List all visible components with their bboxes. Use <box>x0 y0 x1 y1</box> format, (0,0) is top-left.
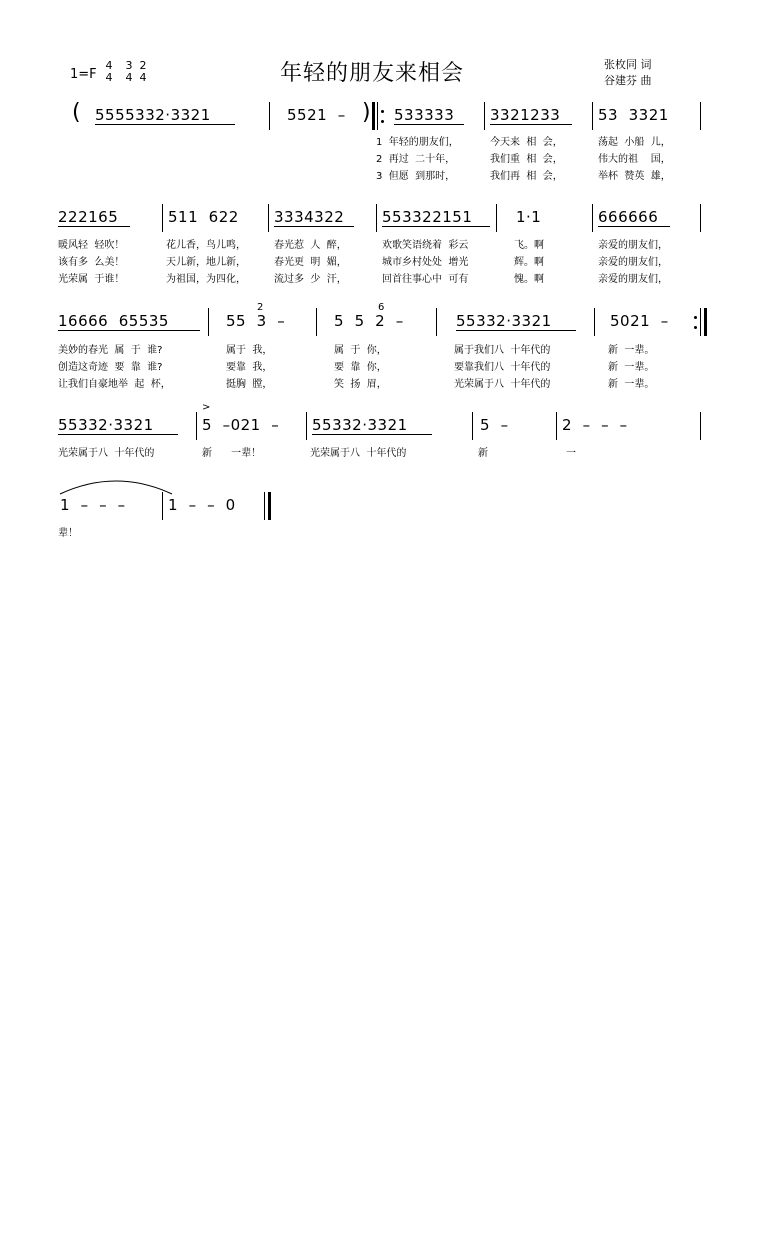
lyric: 我们再 相 会， <box>490 171 563 182</box>
barline <box>700 308 701 336</box>
measure-notes: 5 –021 – <box>202 416 280 434</box>
lyric: 荡起 小船 儿， <box>598 137 671 148</box>
lyric: 新 一辈！ <box>202 448 262 459</box>
composer-credit: 谷建芬 曲 <box>604 74 652 87</box>
measure-notes: 5555332·3321 <box>95 106 211 124</box>
beam-line <box>58 330 200 331</box>
repeat-start-barline <box>372 102 375 130</box>
barline <box>376 204 377 232</box>
lyric: 一 <box>566 448 576 459</box>
barline <box>208 308 209 336</box>
lyric: 要 靠 你， <box>334 362 387 373</box>
lyric: 流过多 少 汗， <box>274 274 347 285</box>
measure-notes: 1·1 <box>516 208 542 226</box>
barline <box>264 492 265 520</box>
lyric: 属于我们八 十年代的 <box>454 345 551 356</box>
measure-notes: 5 – <box>480 416 509 434</box>
lyric: 属于 我， <box>226 345 273 356</box>
lyric: 欢歌笑语绕着 彩云 <box>382 240 469 251</box>
measure-notes: 3334322 <box>274 208 345 226</box>
beam-line <box>58 434 178 435</box>
beam-line <box>382 226 490 227</box>
accent-mark: > <box>202 402 211 413</box>
lyric: 亲爱的朋友们， <box>598 257 668 268</box>
time-signature-1: 4 4 <box>105 59 113 84</box>
measure-notes: 55332·3321 <box>456 312 552 330</box>
beam-line <box>274 226 354 227</box>
lyric: 光荣属于八 十年代的 <box>310 448 407 459</box>
lyric: 城市乡村处处 增光 <box>382 257 469 268</box>
barline <box>377 102 378 130</box>
grace-note: 2 <box>257 302 264 313</box>
barline <box>700 204 701 232</box>
barline <box>594 308 595 336</box>
lyric: 2 再过 二十年， <box>376 154 456 165</box>
lyric: 今天来 相 会， <box>490 137 563 148</box>
key-signature: 1=F <box>70 67 97 82</box>
measure-notes: 5021 – <box>610 312 669 330</box>
repeat-dot <box>694 316 697 319</box>
lyric: 花儿香，鸟儿鸣， <box>166 240 246 251</box>
beam-line <box>456 330 576 331</box>
barline <box>316 308 317 336</box>
lyric: 挺胸 膛， <box>226 379 273 390</box>
lyric: 新 一辈。 <box>608 345 655 356</box>
lyric: 创造这奇迹 要 靠 谁? <box>58 362 163 373</box>
lyric: 美妙的春光 属 于 谁? <box>58 345 163 356</box>
repeat-dot <box>381 110 384 113</box>
measure-notes: 1 – – 0 <box>168 496 236 514</box>
beam-line <box>490 124 572 125</box>
lyricist-credit: 张枚同 词 <box>604 58 652 71</box>
open-paren: ( <box>72 100 81 125</box>
lyric: 伟大的祖 国， <box>598 154 671 165</box>
barline <box>592 204 593 232</box>
lyric: 为祖国，为四化， <box>166 274 246 285</box>
lyric: 天儿新，地儿新， <box>166 257 246 268</box>
lyric: 该有多 么美！ <box>58 257 125 268</box>
barline <box>496 204 497 232</box>
measure-notes: 55332·3321 <box>58 416 154 434</box>
measure-notes: 5 5 2 – <box>334 312 404 330</box>
lyric: 光荣属于八 十年代的 <box>454 379 551 390</box>
measure-notes: 55332·3321 <box>312 416 408 434</box>
measure-notes: 1 – – – <box>60 496 126 514</box>
lyric: 要靠 我， <box>226 362 273 373</box>
barline <box>196 412 197 440</box>
beam-line <box>95 124 235 125</box>
measure-notes: 533333 <box>394 106 455 124</box>
lyric: 愧。啊 <box>514 274 544 285</box>
final-barline <box>268 492 271 520</box>
lyric: 暖风轻 轻吹！ <box>58 240 125 251</box>
lyric: 新 <box>478 448 488 459</box>
barline <box>700 412 701 440</box>
barline <box>268 204 269 232</box>
barline <box>162 492 163 520</box>
lyric: 飞。啊 <box>514 240 544 251</box>
measure-notes: 511 622 <box>168 208 239 226</box>
barline <box>484 102 485 130</box>
lyric: 光荣属于八 十年代的 <box>58 448 155 459</box>
lyric: 1 年轻的朋友们， <box>376 137 459 148</box>
barline <box>436 308 437 336</box>
barline <box>306 412 307 440</box>
beam-line <box>312 434 432 435</box>
measure-notes: 5521 – <box>287 106 346 124</box>
measure-notes: 53 3321 <box>598 106 669 124</box>
barline <box>700 102 701 130</box>
song-title: 年轻的朋友来相会 <box>280 61 465 86</box>
beam-line <box>394 124 464 125</box>
grace-note: 6 <box>378 302 385 313</box>
lyric: 春光更 明 媚， <box>274 257 347 268</box>
lyric: 笑 扬 眉， <box>334 379 387 390</box>
lyric: 举杯 赞英 雄， <box>598 171 671 182</box>
lyric: 亲爱的朋友们， <box>598 240 668 251</box>
lyric: 让我们自豪地举 起 杯， <box>58 379 171 390</box>
measure-notes: 16666 65535 <box>58 312 169 330</box>
measure-notes: 222165 <box>58 208 119 226</box>
barline <box>556 412 557 440</box>
measure-notes: 2 – – – <box>562 416 628 434</box>
lyric: 属 于 你， <box>334 345 387 356</box>
lyric: 3 但愿 到那时， <box>376 171 456 182</box>
lyric: 辉。啊 <box>514 257 544 268</box>
measure-notes: 666666 <box>598 208 659 226</box>
barline <box>269 102 270 130</box>
tie-arc <box>56 474 176 498</box>
repeat-dot <box>381 120 384 123</box>
lyric: 新 一辈。 <box>608 362 655 373</box>
time-signature-3: 2 4 <box>139 59 147 84</box>
barline <box>162 204 163 232</box>
measure-notes: 3321233 <box>490 106 561 124</box>
repeat-end-barline <box>704 308 707 336</box>
lyric: 回首往事心中 可有 <box>382 274 469 285</box>
repeat-dot <box>694 326 697 329</box>
lyric: 我们重 相 会， <box>490 154 563 165</box>
close-paren: ) <box>362 100 371 125</box>
lyric: 新 一辈。 <box>608 379 655 390</box>
barline <box>472 412 473 440</box>
lyric: 春光惹 人 醉， <box>274 240 347 251</box>
lyric: 辈！ <box>58 528 78 539</box>
lyric: 亲爱的朋友们， <box>598 274 668 285</box>
time-signature-2: 3 4 <box>125 59 133 84</box>
beam-line <box>598 226 670 227</box>
lyric: 光荣属 于谁！ <box>58 274 125 285</box>
measure-notes: 553322151 <box>382 208 473 226</box>
measure-notes: 55 3 – <box>226 312 286 330</box>
lyric: 要靠我们八 十年代的 <box>454 362 551 373</box>
beam-line <box>58 226 130 227</box>
barline <box>592 102 593 130</box>
